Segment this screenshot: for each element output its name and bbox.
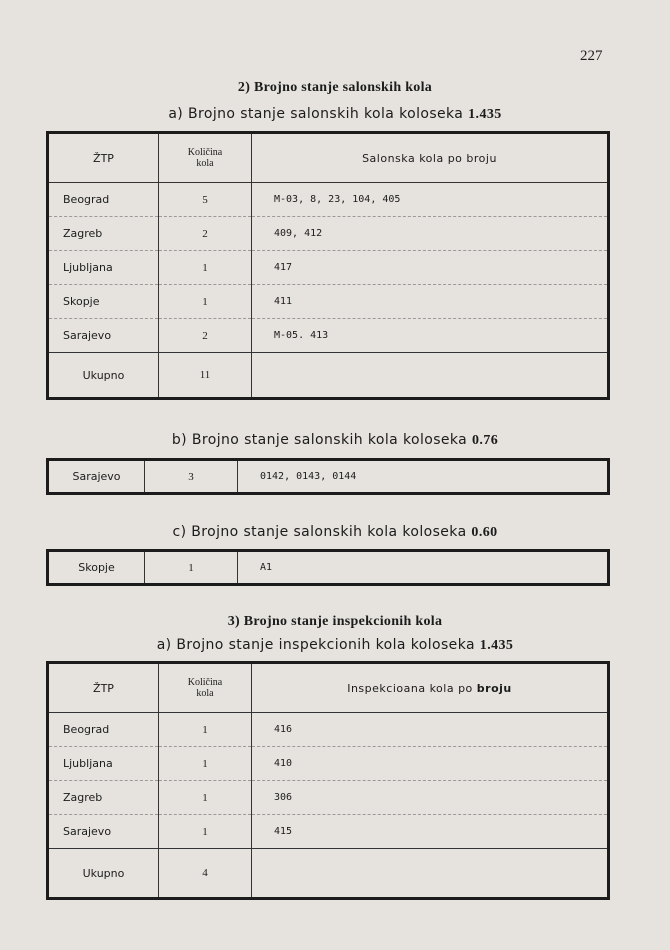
table-row xyxy=(48,460,609,494)
row-qty: 1 xyxy=(159,747,252,781)
table-salon-060 xyxy=(46,549,610,586)
header-kolicina-line1: Količina xyxy=(187,147,223,158)
header-description-text: Inspekcioana kola po xyxy=(347,681,473,695)
subtitle-text: a) Brojno stanje salonskih kola koloseka xyxy=(168,106,464,122)
row-name: Skopje xyxy=(48,285,159,319)
row-qty: 1 xyxy=(145,551,238,585)
header-ztp: ŽTP xyxy=(93,151,114,165)
row-numbers: 417 xyxy=(252,251,609,285)
header-kolicina-line1: Količina xyxy=(187,677,223,688)
row-numbers: A1 xyxy=(238,551,609,585)
page-number: 227 xyxy=(580,48,603,64)
row-numbers: 306 xyxy=(252,781,609,815)
row-name: Sarajevo xyxy=(48,815,159,849)
gauge-value: 1.435 xyxy=(479,638,514,653)
row-name: Ljubljana xyxy=(48,251,159,285)
row-numbers: 415 xyxy=(252,815,609,849)
row-qty: 2 xyxy=(159,217,252,251)
header-kolicina-line2: kola xyxy=(196,688,214,699)
subtitle-text: a) Brojno stanje inspekcionih kola koloseka xyxy=(156,637,475,653)
header-kolicina xyxy=(159,133,252,183)
header-ztp: ŽTP xyxy=(93,681,114,695)
row-name: Zagreb xyxy=(48,217,159,251)
table-total-row xyxy=(48,849,609,899)
row-qty: 1 xyxy=(159,815,252,849)
gauge-value: 1.435 xyxy=(468,107,502,122)
row-numbers: 409, 412 xyxy=(252,217,609,251)
table-row xyxy=(48,551,609,585)
row-qty: 1 xyxy=(159,713,252,747)
row-name: Beograd xyxy=(48,183,159,217)
gauge-value: 0.76 xyxy=(472,433,499,448)
table-row xyxy=(48,319,609,353)
table-row xyxy=(48,815,609,849)
row-numbers: 411 xyxy=(252,285,609,319)
table-salon-1435 xyxy=(46,131,610,400)
total-qty: 11 xyxy=(159,353,252,399)
row-numbers: M-03, 8, 23, 104, 405 xyxy=(252,183,609,217)
header-kolicina xyxy=(159,663,252,713)
row-numbers: M-05. 413 xyxy=(252,319,609,353)
table-inspection-1435 xyxy=(46,661,610,900)
total-qty: 4 xyxy=(159,849,252,899)
subtitle-text: b) Brojno stanje salonskih kola koloseka xyxy=(171,432,468,448)
table-row xyxy=(48,183,609,217)
table-total-row xyxy=(48,353,609,399)
table-row xyxy=(48,781,609,815)
row-name: Beograd xyxy=(48,713,159,747)
section-2a-subtitle xyxy=(0,106,670,123)
header-description-bold: broju xyxy=(476,681,512,695)
section-3a-subtitle xyxy=(0,637,670,654)
row-qty: 2 xyxy=(159,319,252,353)
table-header-row xyxy=(48,133,609,183)
row-name: Sarajevo xyxy=(48,319,159,353)
section-2b-subtitle xyxy=(0,432,670,449)
row-qty: 5 xyxy=(159,183,252,217)
gauge-value: 0.60 xyxy=(471,525,498,540)
section-3-title: 3) Brojno stanje inspekcionih kola xyxy=(227,614,443,629)
row-numbers: 416 xyxy=(252,713,609,747)
header-description: Salonska kola po broju xyxy=(252,133,609,183)
subtitle-text: c) Brojno stanje salonskih kola koloseka xyxy=(172,524,467,540)
header-kolicina-line2: kola xyxy=(196,158,214,169)
total-numbers xyxy=(252,353,609,399)
row-name: Sarajevo xyxy=(72,470,121,483)
table-row xyxy=(48,251,609,285)
table-row xyxy=(48,217,609,251)
table-row xyxy=(48,747,609,781)
row-numbers: 410 xyxy=(252,747,609,781)
section-2-title: 2) Brojno stanje salonskih kola xyxy=(237,80,433,95)
total-numbers xyxy=(252,849,609,899)
row-name: Ljubljana xyxy=(48,747,159,781)
table-row xyxy=(48,713,609,747)
table-salon-076 xyxy=(46,458,610,495)
header-description xyxy=(252,663,609,713)
row-name: Skopje xyxy=(78,561,115,574)
row-numbers: 0142, 0143, 0144 xyxy=(238,460,609,494)
row-qty: 1 xyxy=(159,781,252,815)
row-qty: 1 xyxy=(159,251,252,285)
total-label: Ukupno xyxy=(48,849,159,899)
row-qty: 3 xyxy=(145,460,238,494)
table-header-row xyxy=(48,663,609,713)
section-2c-subtitle xyxy=(0,524,670,541)
total-label: Ukupno xyxy=(48,353,159,399)
table-row xyxy=(48,285,609,319)
row-name: Zagreb xyxy=(48,781,159,815)
row-qty: 1 xyxy=(159,285,252,319)
